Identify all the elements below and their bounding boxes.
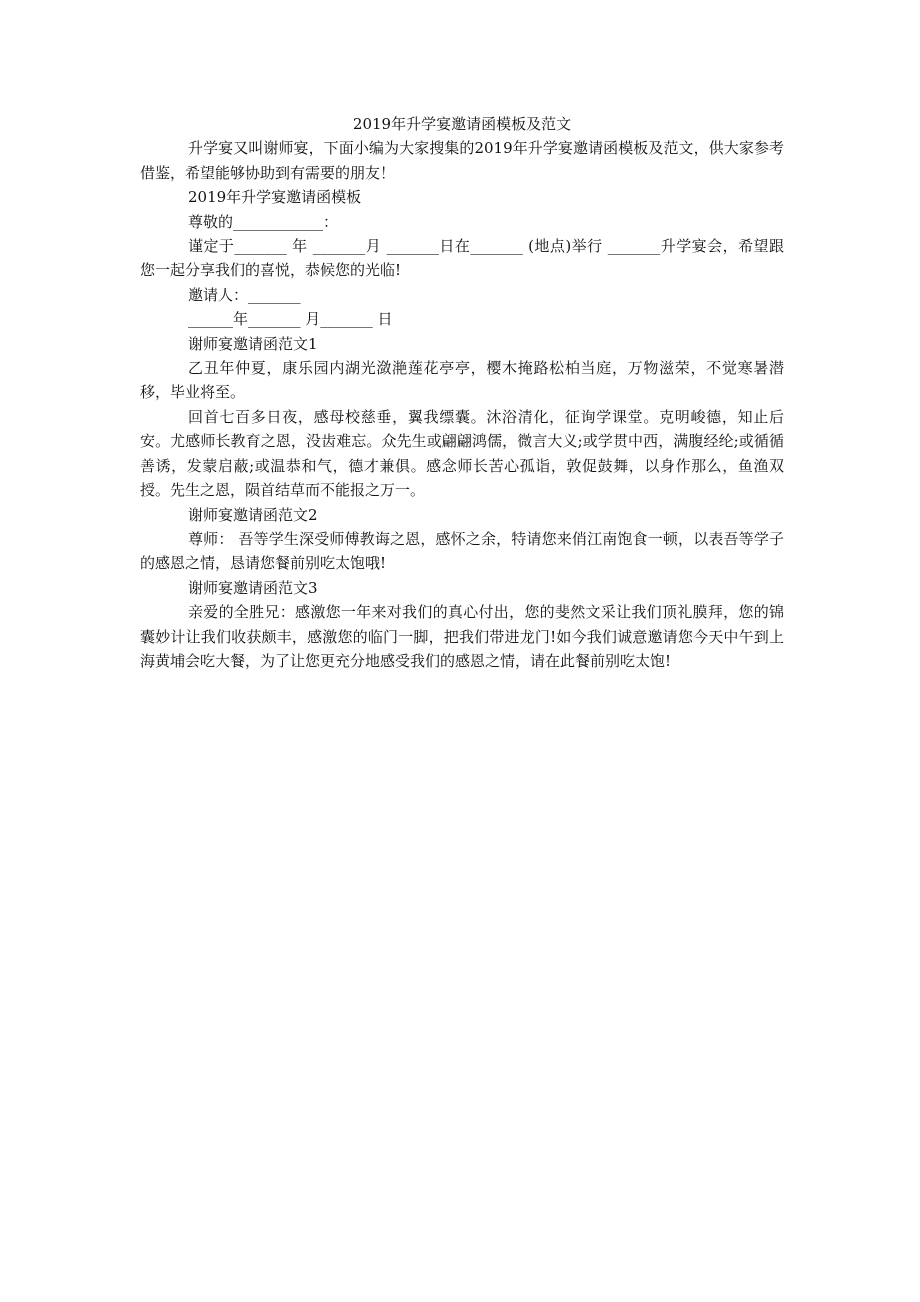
sample2-heading: 谢师宴邀请函范文2: [188, 505, 318, 524]
document-title: 2019年升学宴邀请函模板及范文: [352, 115, 572, 133]
document-body: [140, 112, 784, 673]
salutation-line: 尊敬的____________：: [188, 212, 339, 231]
sample3-paragraph: 亲爱的全胜兄：感激您一年来对我们的真心付出，您的斐然文采让我们顶礼膜拜，您的锦囊妙计让我们收获颇丰，感激您的临门一脚，把我们带进龙门!如今我们诚意邀请您今天中午到上海黄埔会吃大餐，为了让您更充分地感受我们的感恩之情，请在此餐前别吃太饱!: [140, 603, 784, 670]
inviter-line: 邀请人：_______: [188, 285, 301, 304]
template-heading: 2019年升学宴邀请函模板: [188, 188, 362, 207]
date-line: ______年_______ 月_______ 日: [188, 310, 393, 329]
invitation-paragraph: 谨定于_______ 年 _______月 _______日在_______ (地点)举行 _______升学宴会，希望跟您一起分享我们的喜悦，恭候您的光临!: [140, 237, 784, 280]
sample1-paragraph-2: 回首七百多日夜，感母校慈垂，翼我缥囊。沐浴清化，征询学课堂。克明峻德，知止后安。尤感师长教育之恩，没齿难忘。众先生或翩翩鸿儒，微言大义;或学贯中西，满腹经纶;或循循善诱，发蒙启蔽;或温恭和气，德才兼俱。感念师长苦心孤诣，敦促鼓舞，以身作那么，鱼渔双授。先生之恩，陨首结草而不能报之万一。: [140, 407, 784, 500]
sample3-heading: 谢师宴邀请函范文3: [188, 578, 318, 597]
sample1-paragraph-1: 乙丑年仲夏，康乐园内湖光潋滟莲花亭亭，樱木掩路松柏当庭，万物滋荣，不觉寒暑潜移，毕业将至。: [140, 359, 784, 402]
sample2-paragraph: 尊师： 吾等学生深受师傅教诲之恩，感怀之余，特请您来俏江南饱食一顿，以表吾等学子的感恩之情，恳请您餐前别吃太饱哦!: [140, 529, 784, 573]
sample1-heading: 谢师宴邀请函范文1: [188, 334, 318, 353]
intro-paragraph: 升学宴又叫谢师宴，下面小编为大家搜集的2019年升学宴邀请函模板及范文，供大家参考借鉴，希望能够协助到有需要的朋友！: [140, 139, 784, 182]
